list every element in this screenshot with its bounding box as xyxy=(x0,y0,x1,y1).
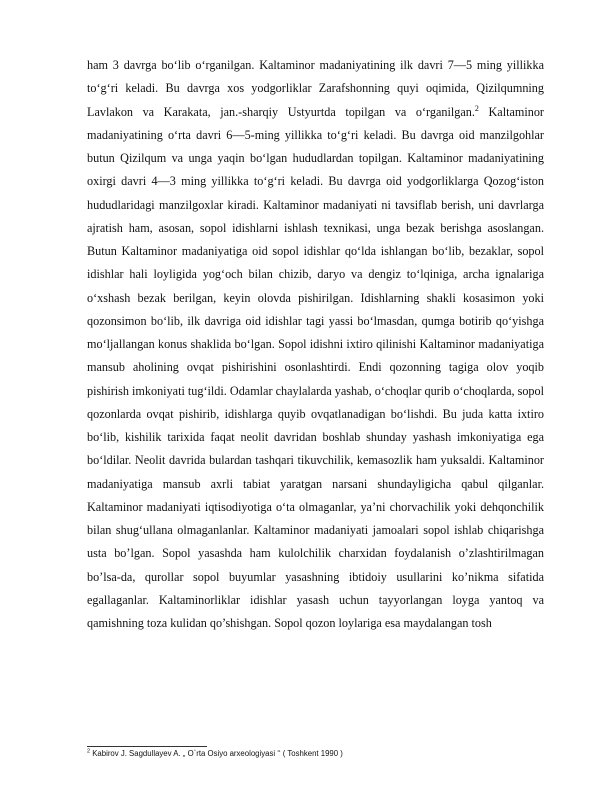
body-paragraph xyxy=(87,54,544,635)
footnote xyxy=(87,749,547,759)
footnote-marker: 2 xyxy=(87,748,91,755)
footnote-text: Kabirov J. Sagdullayev A. „ O`rta Osiyo arxeologiyasi ‘‘ ( Toshkent 1990 ) xyxy=(90,749,343,758)
body-text-part-2: Kaltaminor madaniyatining o‘rta davri 6—5-ming yillikka to‘g‘ri keladi. Bu davrga oid manzilgohlar butun Qizilqum va unga yaqin bo‘lgan hududlardan topilgan. Kaltaminor madaniyatining oxirgi davri 4—3 ming yillikka to‘g‘ri keladi. Bu davrga oid yodgorliklarga Qozog‘iston hududlaridagi manzilgoxlar kiradi. Kaltaminor madaniyati ni tavsiflab berish, uni davrlarga ajratish ham, asosan, sopol idishlarni ishlash texnikasi, unga bezak berishga asoslangan. Butun Kaltaminor madaniyatiga oid sopol idishlar qo‘lda ishlangan bo‘lib, bezaklar, sopol idishlar hali loyligida yog‘och bilan chizib, daryo va dengiz to‘lqiniga, archa ignalariga o‘xshash bezak berilgan, keyin olovda pishirilgan. Idishlarning shakli kosasimon yoki qozonsimon bo‘lib, ilk davriga oid idishlar tagi yassi bo‘lmasdan, qumga botirib qo‘yishga mo‘ljallangan konus shaklida bo‘lgan. Sopol idishni ixtiro qilinishi Kaltaminor madaniyatiga mansub aholining ovqat pishirishini osonlashtirdi. Endi qozonning tagiga olov yoqib pishirish imkoniyati tug‘ildi. Odamlar chaylalarda yashab, o‘choqlar qurib o‘choqlarda, sopol qozonlarda ovqat pishirib, idishlarga quyib ovqatlanadigan bo‘lishdi. Bu juda katta ixtiro bo‘lib, kishilik tarixida faqat neolit davridan boshlab shunday yashash imkoniyatiga ega bo‘ldilar. Neolit davrida bulardan tashqari tikuvchilik, kemasozlik ham yuksaldi. Kaltaminor madaniyatiga mansub axrli tabiat yaratgan narsani shundayligicha qabul qilganlar. Kaltaminor madaniyati iqtisodiyotiga o‘ta olmaganlar, ya’ni chorvachilik yoki dehqonchilik bilan shug‘ullana olmaganlanlar. Kaltaminor madaniyati jamoalari sopol ishlab chiqarishga usta bo’lgan. Sopol yasashda ham kulolchilik charxidan foydalanish o’zlashtirilmagan bo’lsa-da, qurollar sopol buyumlar yasashning ibtidoiy usullarini ko’nikma sifatida egallaganlar. Kaltaminorliklar idishlar yasash uchun tayyorlangan loyga yantoq va qamishning toza kulidan qo’shishgan. Sopol qozon loylariga esa maydalangan tosh xyxy=(87,104,544,630)
document-page xyxy=(87,54,544,635)
body-text-part-1: ham 3 davrga bo‘lib o‘rganilgan. Kaltaminor madaniyatining ilk davri 7—5 ming yillikka to‘g‘ri keladi. Bu davrga xos yodgorliklar Zarafshonning quyi oqimida, Qizilqumning Lavlakon va Karakata, jan.-sharqiy Ustyurtda topilgan va o‘rganilgan. xyxy=(87,58,544,119)
footnote-separator xyxy=(87,746,207,747)
footnote-reference[interactable]: 2 xyxy=(474,103,479,113)
